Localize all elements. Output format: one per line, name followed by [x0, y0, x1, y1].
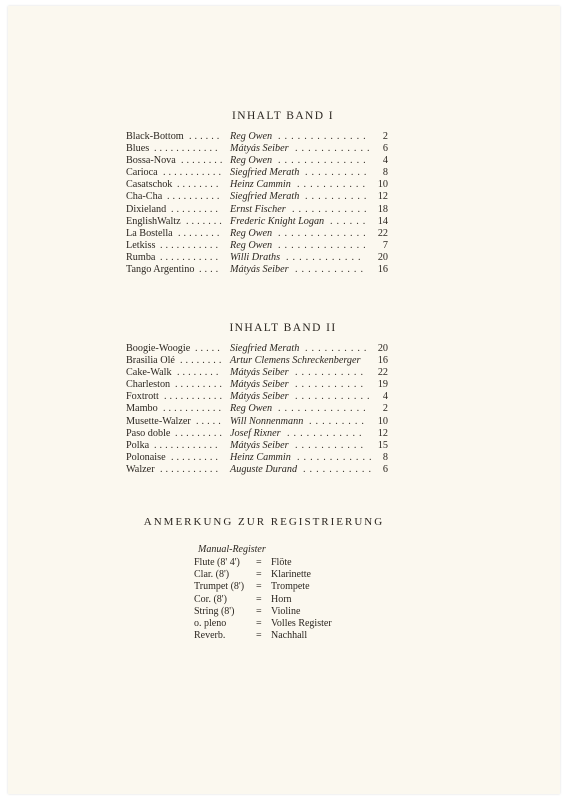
song-title: Carioca	[126, 167, 158, 179]
leader-dots: ....	[199, 264, 222, 276]
equals-sign: =	[256, 557, 262, 568]
band1-heading: INHALT BAND I	[232, 110, 334, 122]
toc-entry	[126, 355, 388, 367]
leader-dots: ...........	[160, 251, 222, 263]
leader-dots: ..........	[167, 191, 223, 203]
page-number: 6	[382, 463, 388, 475]
leader-dots: ..............	[278, 131, 370, 142]
page-number: 2	[382, 403, 388, 415]
leader-dots: ..........	[305, 167, 371, 179]
page-number: 10	[377, 179, 388, 191]
page-number: 22	[377, 367, 388, 379]
page-number: 8	[382, 167, 388, 179]
song-title: Paso doble	[126, 427, 171, 439]
leader-dots: .........	[171, 203, 221, 215]
leader-dots: ........	[178, 227, 223, 239]
leader-dots: ...........	[295, 439, 368, 451]
composer-name: Heinz Cammin	[230, 451, 291, 463]
page-number: 14	[377, 215, 388, 227]
leader-dots: ...........	[163, 403, 225, 415]
registration-item	[194, 606, 394, 618]
song-title: EnglishWaltz	[126, 215, 181, 227]
leader-dots: ..........	[305, 343, 371, 354]
song-title: Mambo	[126, 403, 158, 415]
page-number: 12	[377, 191, 388, 203]
page-number: 16	[377, 355, 388, 367]
registration-item	[194, 618, 394, 630]
toc-entry	[126, 343, 388, 355]
page-number: 20	[377, 251, 388, 263]
toc-entry	[126, 155, 388, 167]
toc-entry	[126, 216, 388, 228]
leader-dots: ..............	[278, 155, 370, 167]
toc-entry	[126, 379, 388, 391]
register-name: Horn	[271, 593, 292, 605]
composer-name: Mátyás Seiber	[230, 143, 289, 155]
page-number: 22	[377, 227, 388, 239]
leader-dots: ............	[154, 143, 221, 155]
register-abbreviation: o. pleno	[194, 617, 227, 629]
equals-sign: =	[256, 605, 262, 617]
toc-entry	[126, 228, 388, 240]
composer-name: Heinz Cammin	[230, 179, 291, 191]
leader-dots: ......	[189, 131, 223, 142]
leader-dots: ............	[295, 143, 374, 155]
composer-name: Reg Owen	[230, 131, 273, 142]
registration-item	[194, 630, 394, 642]
registration-heading: ANMERKUNG ZUR REGISTRIERUNG	[143, 516, 385, 528]
leader-dots: ............	[154, 439, 221, 451]
register-name: Nachhall	[271, 630, 308, 642]
song-title: Black-Bottom	[126, 131, 184, 142]
song-title: Boogie-Woogie	[126, 343, 191, 354]
song-title: Rumba	[126, 251, 156, 263]
registration-list	[194, 557, 394, 642]
toc-entry	[126, 179, 388, 191]
leader-dots: .....	[196, 415, 224, 427]
composer-name: Willi Draths	[230, 251, 281, 263]
register-abbreviation: Clar. (8')	[194, 569, 230, 581]
song-title: Walzer	[126, 463, 155, 475]
song-title: Cake-Walk	[126, 367, 172, 379]
song-title: Cha-Cha	[126, 191, 163, 203]
toc-entry	[126, 264, 388, 276]
composer-name: Mátyás Seiber	[230, 264, 289, 276]
register-name: Volles Register	[271, 617, 332, 629]
toc-entry	[126, 167, 388, 179]
page-number: 7	[382, 239, 388, 251]
composer-name: Siegfried Merath	[230, 343, 300, 354]
leader-dots: ...........	[163, 167, 225, 179]
page-number: 2	[382, 131, 388, 142]
composer-name: Mátyás Seiber	[230, 367, 289, 379]
leader-dots: .........	[309, 415, 368, 427]
leader-dots: ..........	[305, 191, 371, 203]
leader-dots: ............	[287, 427, 366, 439]
register-abbreviation: Cor. (8')	[194, 593, 227, 605]
leader-dots: ...........	[295, 367, 368, 379]
leader-dots: ............	[292, 203, 371, 215]
registration-item	[194, 581, 394, 593]
leader-dots: .........	[171, 451, 221, 463]
song-title: Polonaise	[126, 451, 166, 463]
toc-entry	[126, 440, 388, 452]
registration-item	[194, 569, 394, 581]
leader-dots: ........	[177, 179, 222, 191]
register-name: Violine	[271, 605, 301, 617]
song-title: Letkiss	[126, 239, 156, 251]
composer-name: Mátyás Seiber	[230, 439, 289, 451]
page-number: 18	[377, 203, 388, 215]
composer-name: Ernst Fischer	[230, 203, 286, 215]
composer-name: Reg Owen	[230, 155, 273, 167]
leader-dots: ...........	[295, 379, 368, 391]
leader-dots: ........	[181, 155, 226, 167]
register-abbreviation: Flute (8' 4')	[194, 557, 240, 568]
composer-name: Reg Owen	[230, 239, 273, 251]
leader-dots: ..............	[278, 239, 370, 251]
band2-toc	[126, 343, 388, 476]
equals-sign: =	[256, 617, 262, 629]
composer-name: Auguste Durand	[230, 463, 298, 475]
song-title: Polka	[126, 439, 150, 451]
leader-dots: ............	[295, 391, 374, 403]
song-title: La Bostella	[126, 227, 173, 239]
composer-name: Siegfried Merath	[230, 191, 300, 203]
leader-dots: ..............	[278, 403, 370, 415]
leader-dots: ...........	[164, 391, 226, 403]
song-title: Musette-Walzer	[126, 415, 191, 427]
composer-name: Josef Rixner	[230, 427, 281, 439]
leader-dots: ......	[330, 215, 370, 227]
toc-entry	[126, 191, 388, 203]
page-number: 12	[377, 427, 388, 439]
leader-dots: ........	[180, 355, 225, 367]
page-number: 16	[377, 264, 388, 276]
song-title: Tango Argentino	[126, 264, 195, 276]
toc-entry	[126, 240, 388, 252]
register-name: Flöte	[271, 557, 292, 568]
register-name: Trompete	[271, 581, 310, 593]
page-number: 15	[377, 439, 388, 451]
toc-entry	[126, 131, 388, 143]
equals-sign: =	[256, 593, 262, 605]
composer-name: Will Nonnenmann	[230, 415, 304, 427]
band1-toc	[126, 131, 388, 276]
composer-name: Artur Clemens Schreckenberger	[230, 355, 361, 367]
song-title: Blues	[126, 143, 150, 155]
page-number: 8	[382, 451, 388, 463]
leader-dots: ...........	[303, 463, 376, 475]
page-number: 4	[382, 391, 388, 403]
leader-dots: .........	[175, 427, 225, 439]
register-abbreviation: Trumpet (8')	[194, 581, 245, 593]
leader-dots: ...........	[160, 239, 222, 251]
page-number: 20	[377, 343, 388, 354]
register-abbreviation: Reverb.	[194, 630, 226, 642]
composer-name: Frederic Knight Logan	[230, 215, 325, 227]
register-name: Klarinette	[271, 569, 311, 581]
toc-entry	[126, 367, 388, 379]
registration-item	[194, 557, 394, 569]
leader-dots: ...........	[295, 264, 368, 276]
song-title: Brasilia Olé	[126, 355, 175, 367]
composer-name: Reg Owen	[230, 227, 273, 239]
leader-dots: ............	[286, 251, 365, 263]
toc-entry	[126, 204, 388, 216]
page-number: 19	[377, 379, 388, 391]
equals-sign: =	[256, 630, 262, 642]
composer-name: Mátyás Seiber	[230, 379, 289, 391]
toc-entry	[126, 143, 388, 155]
registration-subheading: Manual-Register	[198, 544, 266, 555]
toc-entry	[126, 391, 388, 403]
toc-entry	[126, 452, 388, 464]
composer-name: Mátyás Seiber	[230, 391, 289, 403]
composer-name: Siegfried Merath	[230, 167, 300, 179]
page-number: 6	[382, 143, 388, 155]
toc-entry	[126, 252, 388, 264]
leader-dots: .....	[195, 343, 223, 354]
registration-item	[194, 594, 394, 606]
page-number: 4	[382, 155, 388, 167]
equals-sign: =	[256, 581, 262, 593]
equals-sign: =	[256, 569, 262, 581]
toc-entry	[126, 428, 388, 440]
band2-heading: INHALT BAND II	[229, 322, 337, 334]
leader-dots: .........	[175, 379, 225, 391]
page-number: 10	[377, 415, 388, 427]
leader-dots: ............	[297, 451, 376, 463]
song-title: Charleston	[126, 379, 171, 391]
leader-dots: ..............	[278, 227, 370, 239]
toc-entry	[126, 403, 388, 415]
leader-dots: ...........	[160, 463, 222, 475]
leader-dots: .......	[186, 215, 225, 227]
register-abbreviation: String (8')	[194, 605, 235, 617]
song-title: Dixieland	[126, 203, 167, 215]
leader-dots: ...........	[297, 179, 370, 191]
document-page	[8, 6, 560, 794]
composer-name: Reg Owen	[230, 403, 273, 415]
song-title: Foxtrott	[126, 391, 159, 403]
song-title: Casatschok	[126, 179, 173, 191]
leader-dots: ........	[177, 367, 222, 379]
toc-entry	[126, 464, 388, 476]
toc-entry	[126, 416, 388, 428]
song-title: Bossa-Nova	[126, 155, 176, 167]
